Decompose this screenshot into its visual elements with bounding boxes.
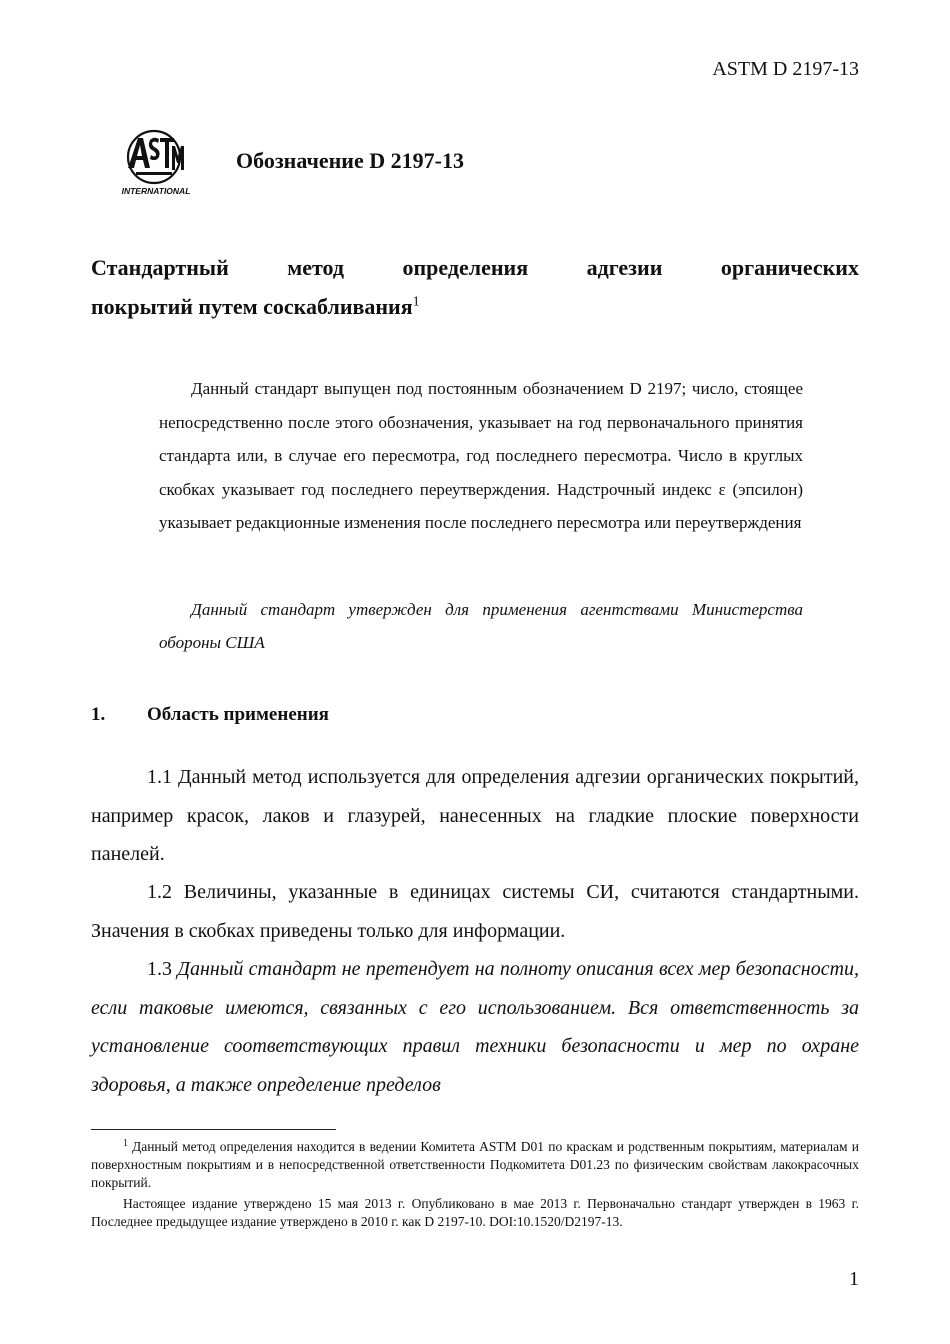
paragraph-1-3	[91, 950, 859, 1104]
footnote-1-text: Данный метод определения находится в ведении Комитета ASTM D01 по краскам и родственным покрытиям, материалам и поверхностным покрытиям и в непосредственной ответственности Подкомитета D01.23 по физическим свойствам лакокрасочных покрытий.	[91, 1139, 859, 1190]
footnote-1	[91, 1138, 859, 1192]
footnote-1-mark: 1	[123, 1137, 128, 1149]
page-number: 1	[849, 1268, 859, 1290]
section-title: Область применения	[147, 704, 329, 725]
paragraph-1-2: 1.2 Величины, указанные в единицах системы СИ, считаются стандартными. Значения в скобках приведены только для информации.	[91, 881, 859, 942]
designation-notice: Данный стандарт выпущен под постоянным обозначением D 2197; число, стоящее непосредственно после этого обозначения, указывает на год первоначального принятия стандарта или, в случае его пересмотра, год последнего пересмотра. Число в круглых скобках указывает год последнего переутверждения. Надстрочный индекс ε (эпсилон) указывает редакционные изменения после последнего пересмотра или переутверждения	[159, 379, 803, 532]
paragraph-1-3-number: 1.3	[147, 958, 178, 980]
astm-international-logo	[114, 126, 198, 198]
dod-approval-notice: Данный стандарт утвержден для применения агентствами Министерства обороны США	[159, 600, 803, 652]
section-number: 1.	[91, 704, 106, 725]
logo-text: INTERNATIONAL	[121, 186, 191, 196]
paragraph-1-3-text: Данный стандарт не претендует на полноту описания всех мер безопасности, если таковые имеются, связанных с его использованием. Вся ответственность за установление соответствующих правил техники безопасности и мер по охране здоровья, а также определение пределов	[91, 958, 860, 1096]
designation-heading: Обозначение D 2197-13	[236, 148, 464, 173]
document-title	[91, 248, 859, 326]
title-footnote-mark: 1	[412, 294, 420, 310]
title-line-1: Стандартный метод определения адгезии органических	[91, 255, 859, 280]
title-line-2: покрытий путем соскабливания	[91, 294, 413, 319]
paragraph-1-1: 1.1 Данный метод используется для определения адгезии органических покрытий, например красок, лаков и глазурей, нанесенных на гладкие плоские поверхности панелей.	[91, 766, 859, 865]
footnote-edition: Настоящее издание утверждено 15 мая 2013 г. Опубликовано в мае 2013 г. Первоначально стандарт утвержден в 1963 г. Последнее предыдущее издание утверждено в 2010 г. как D 2197-10. DOI:10.1520/D2197-13.	[91, 1196, 859, 1229]
footnote-separator	[91, 1129, 336, 1130]
section-1-heading	[91, 704, 329, 726]
header-standard-code: ASTM D 2197-13	[712, 58, 859, 80]
